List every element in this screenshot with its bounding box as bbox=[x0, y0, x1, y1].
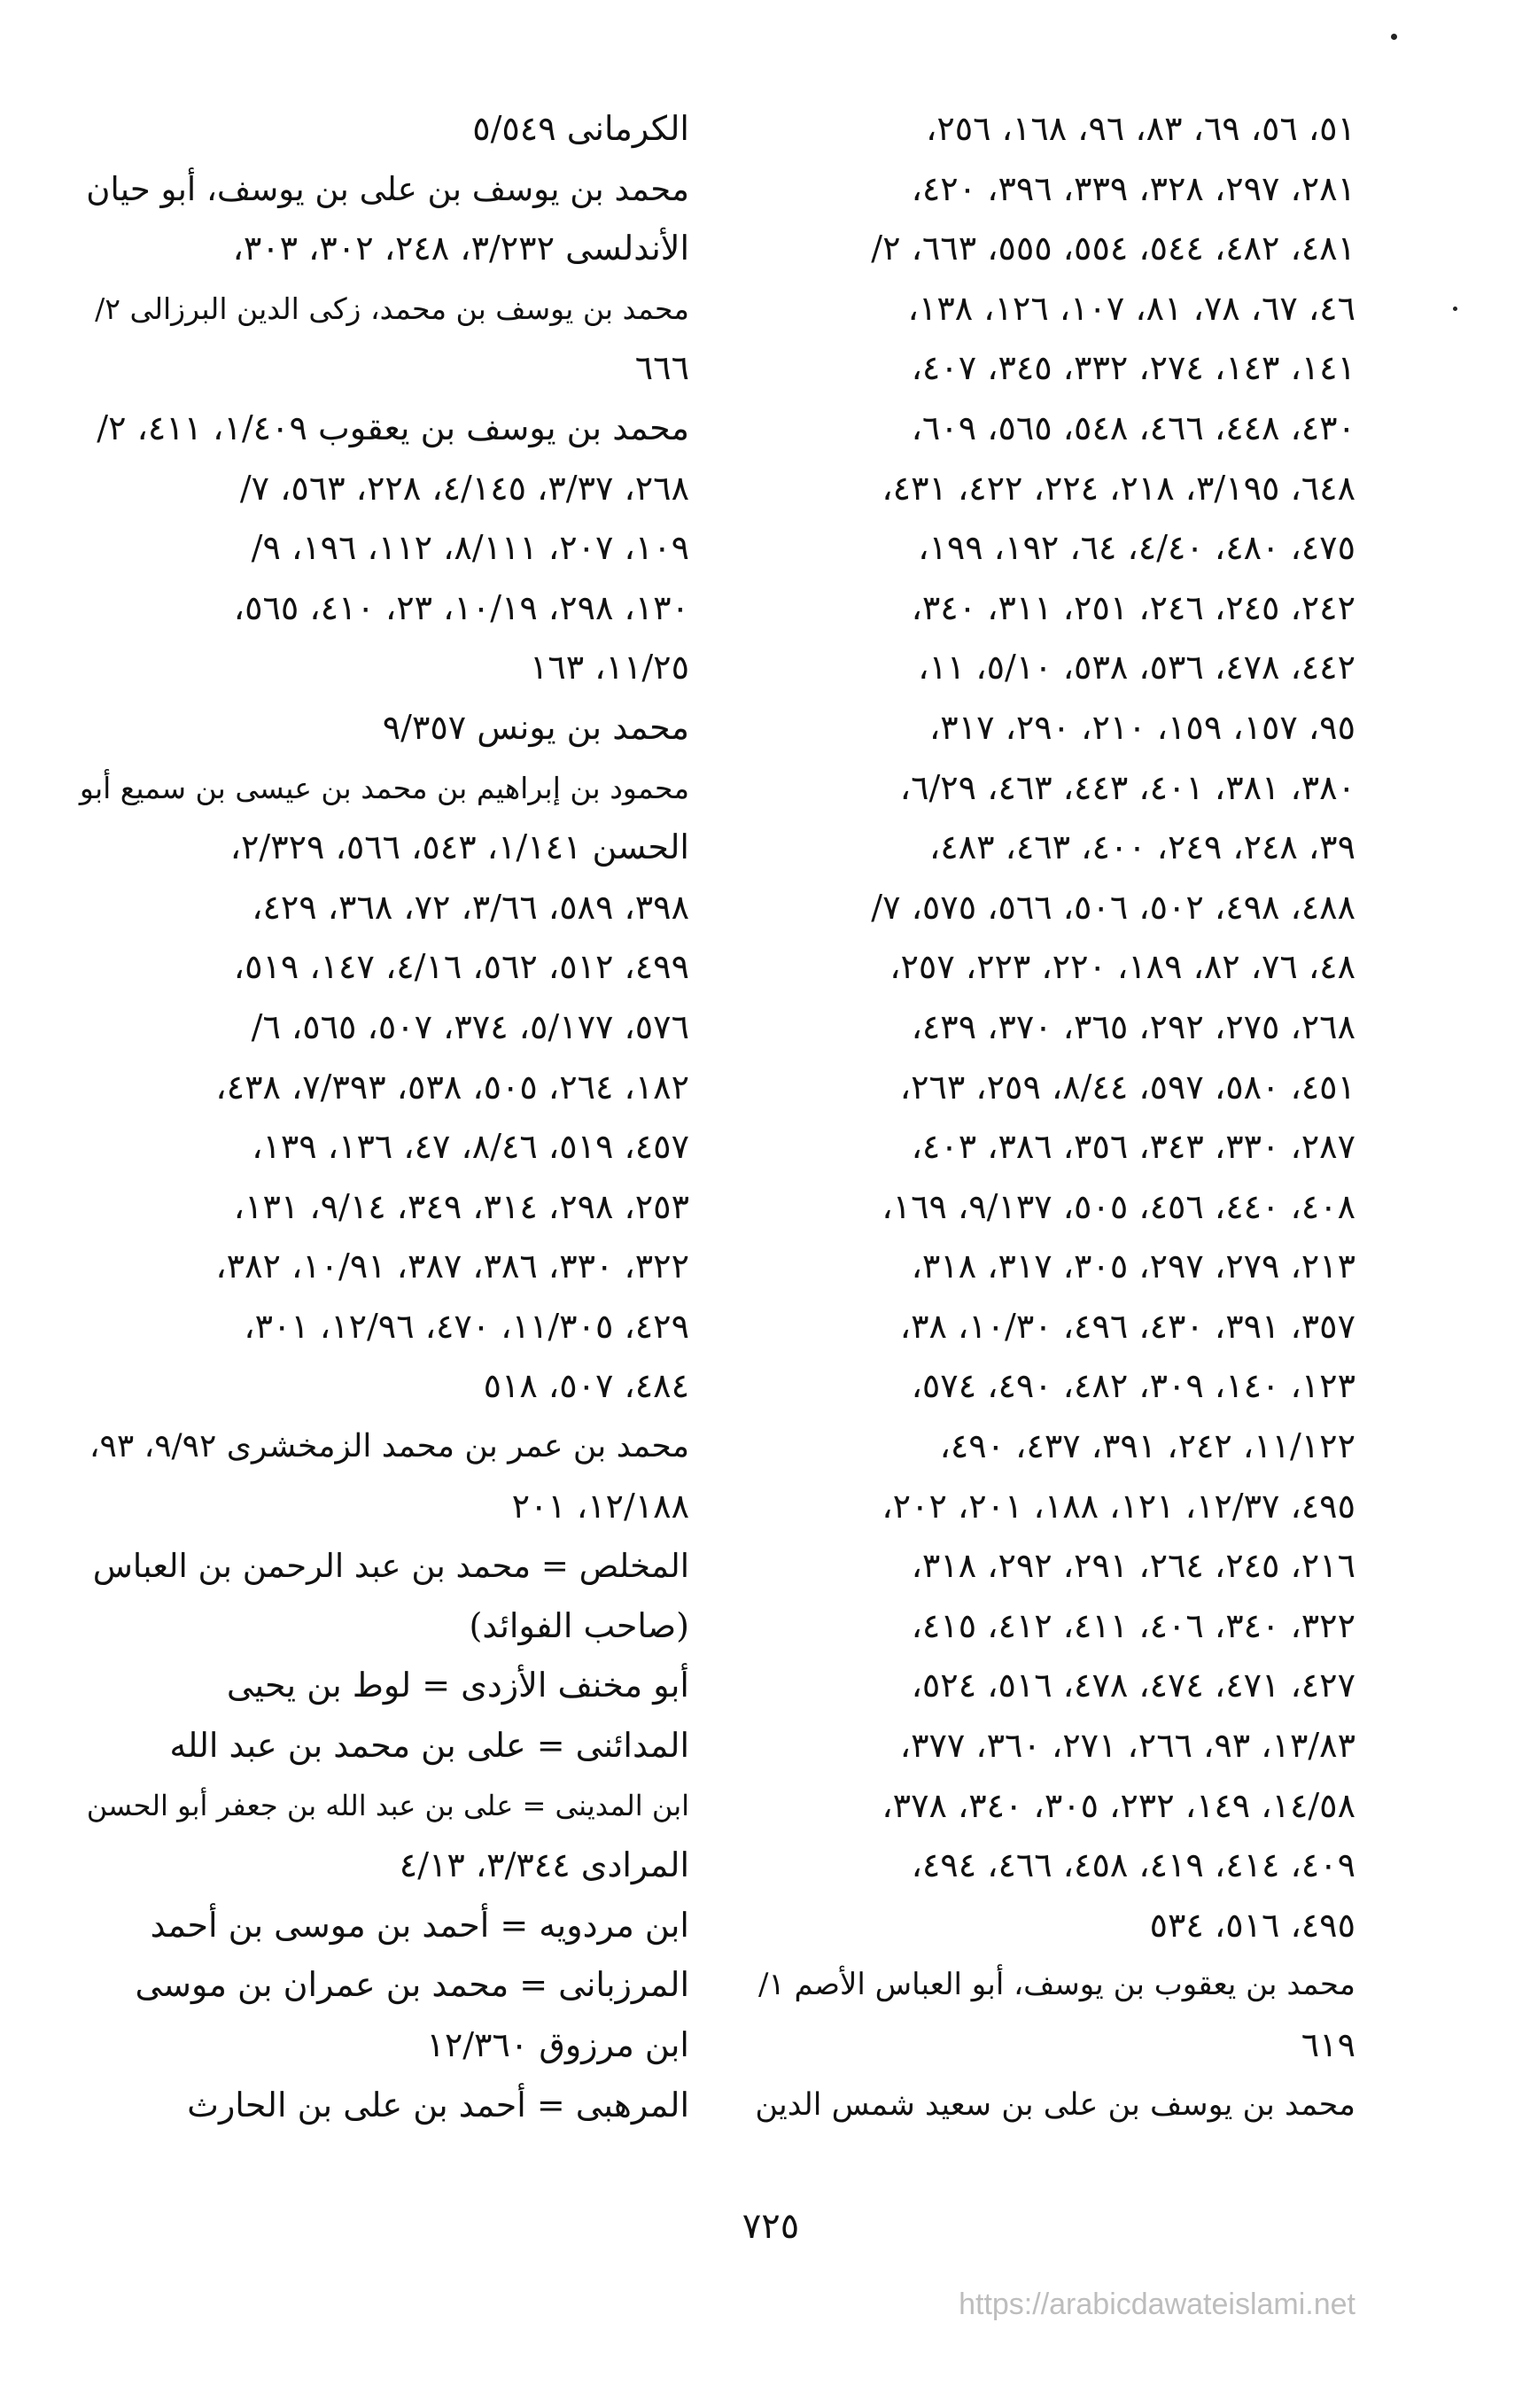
index-entry-line: ٦٤٨، ٣/١٩٥، ٢١٨، ٢٢٤، ٤٢٢، ٤٣١، bbox=[882, 468, 1355, 508]
index-entry-line: المخلص = محمد بن عبد الرحمن بن العباس bbox=[92, 1547, 689, 1586]
index-entry-line: ٤٨٤، ٥٠٧، ٥١٨ bbox=[483, 1366, 689, 1406]
index-entry-line: ١١/٢٥، ١٦٣ bbox=[529, 648, 689, 687]
watermark-url: https://arabicdawateislami.net bbox=[959, 2288, 1355, 2321]
index-entry-line: ٤٧٥، ٤٨٠، ٤/٤٠، ٦٤، ١٩٢، ١٩٩، bbox=[918, 528, 1355, 568]
index-entry-line: ٤٩٥، ٥١٦، ٥٣٤ bbox=[1149, 1905, 1355, 1945]
index-entry-line: ابن مردويه = أحمد بن موسى بن أحمد bbox=[150, 1905, 689, 1945]
index-entry-line: الكرمانى ٥/٥٤٩ bbox=[472, 109, 689, 148]
index-entry-line: ٦٦٦ bbox=[634, 348, 689, 388]
index-entry-line: ٩٥، ١٥٧، ١٥٩، ٢١٠، ٢٩٠، ٣١٧، bbox=[929, 707, 1355, 747]
index-entry-line: ٤٨٨، ٤٩٨، ٥٠٢، ٥٠٦، ٥٦٦، ٥٧٥، ٧/ bbox=[871, 887, 1355, 927]
index-entry-line: ١٤١، ١٤٣، ٢٧٤، ٣٣٢، ٣٤٥، ٤٠٧، bbox=[911, 348, 1355, 388]
index-entry-line: محمد بن يونس ٩/٣٥٧ bbox=[382, 707, 689, 747]
index-entry-line: ٢٥٣، ٢٩٨، ٣١٤، ٣٤٩، ٩/١٤، ١٣١، bbox=[233, 1186, 689, 1226]
index-entry-line: ٣٥٧، ٣٩١، ٤٣٠، ٤٩٦، ١٠/٣٠، ٣٨، bbox=[899, 1306, 1355, 1346]
index-entry-line: ١٤/٥٨، ١٤٩، ٢٣٢، ٣٠٥، ٣٤٠، ٣٧٨، bbox=[882, 1785, 1355, 1825]
index-entry-line: محمد بن يوسف بن يعقوب ١/٤٠٩، ٤١١، ٢/ bbox=[97, 408, 689, 447]
index-entry-line: ابن المدينى = على بن عبد الله بن جعفر أبو الحسن bbox=[86, 1788, 689, 1822]
index-entry-line: ٤٢٩، ١١/٣٠٥، ٤٧٠، ١٢/٩٦، ٣٠١، bbox=[244, 1306, 689, 1346]
index-entry-line: محمد بن عمر بن محمد الزمخشرى ٩/٩٢، ٩٣، bbox=[89, 1428, 689, 1465]
index-entry-line: (صاحب الفوائد) bbox=[469, 1605, 689, 1645]
index-entry-line: ٤٨، ٧٦، ٨٢، ١٨٩، ٢٢٠، ٢٢٣، ٢٥٧، bbox=[889, 947, 1355, 987]
index-entry-line: الأندلسى ٣/٢٣٢، ٢٤٨، ٣٠٢، ٣٠٣، bbox=[232, 229, 689, 268]
index-entry-line: المرزبانى = محمد بن عمران بن موسى bbox=[135, 1965, 689, 2005]
index-entry-line: ٣٢٢، ٣٤٠، ٤٠٦، ٤١١، ٤١٢، ٤١٥، bbox=[911, 1605, 1355, 1645]
index-entry-line: ٤٣٠، ٤٤٨، ٤٦٦، ٥٤٨، ٥٦٥، ٦٠٩، bbox=[911, 408, 1355, 447]
index-entry-line: ١٣٠، ٢٩٨، ١٠/١٩، ٢٣، ٤١٠، ٥٦٥، bbox=[233, 587, 689, 627]
index-entry-line: ٢٦٨، ٣/٣٧، ٤/١٤٥، ٢٢٨، ٥٦٣، ٧/ bbox=[239, 468, 689, 508]
page-number: ٧٢٥ bbox=[742, 2206, 800, 2247]
index-entry-line: أبو مخنف الأزدى = لوط بن يحيى bbox=[226, 1666, 689, 1705]
index-entry-line: ٤٥١، ٥٨٠، ٥٩٧، ٨/٤٤، ٢٥٩، ٢٦٣، bbox=[899, 1067, 1355, 1107]
index-entry-line: محمد بن يوسف بن على بن يوسف، أبو حيان bbox=[86, 169, 689, 208]
index-entry-line: ٤٩٩، ٥١٢، ٥٦٢، ٤/١٦، ١٤٧، ٥١٩، bbox=[233, 947, 689, 987]
index-entry-line: محمد بن يوسف بن محمد، زكى الدين البرزالى ٢/ bbox=[95, 291, 689, 326]
index-entry-line: ٣٢٢، ٣٣٠، ٣٨٦، ٣٨٧، ١٠/٩١، ٣٨٢، bbox=[215, 1247, 689, 1286]
index-entry-line: ١٢/١٨٨، ٢٠١ bbox=[511, 1486, 689, 1526]
print-speck-top bbox=[1391, 34, 1397, 40]
index-entry-line: المدائنى = على بن محمد بن عبد الله bbox=[169, 1726, 689, 1766]
index-entry-line: ١٨٢، ٢٦٤، ٥٠٥، ٥٣٨، ٧/٣٩٣، ٤٣٨، bbox=[215, 1067, 689, 1107]
index-entry-line: ١٣/٨٣، ٩٣، ٢٦٦، ٢٧١، ٣٦٠، ٣٧٧، bbox=[899, 1726, 1355, 1766]
index-entry-line: المرهبى = أحمد بن على بن الحارث bbox=[187, 2085, 689, 2124]
index-entry-line: ٤٥٧، ٥١٩، ٨/٤٦، ٤٧، ١٣٦، ١٣٩، bbox=[252, 1127, 689, 1167]
index-entry-line: ٢٦٨، ٢٧٥، ٢٩٢، ٣٦٥، ٣٧٠، ٤٣٩، bbox=[911, 1006, 1355, 1046]
index-entry-line: ١٢٣، ١٤٠، ٣٠٩، ٤٨٢، ٤٩٠، ٥٧٤، bbox=[911, 1366, 1355, 1406]
index-entry-line: ٢١٦، ٢٤٥، ٢٦٤، ٢٩١، ٢٩٢، ٣١٨، bbox=[911, 1546, 1355, 1586]
index-entry-line: ٣٩٨، ٥٨٩، ٣/٦٦، ٧٢، ٣٦٨، ٤٢٩، bbox=[252, 887, 689, 927]
index-entry-line: ٦١٩ bbox=[1301, 2025, 1355, 2064]
index-entry-line: ٥٧٦، ٥/١٧٧، ٣٧٤، ٥٠٧، ٥٦٥، ٦/ bbox=[251, 1006, 689, 1046]
index-entry-line: ٤٠٨، ٤٤٠، ٤٥٦، ٥٠٥، ٩/١٣٧، ١٦٩، bbox=[882, 1186, 1355, 1226]
index-entry-line: ٤٢٧، ٤٧١، ٤٧٤، ٤٧٨، ٥١٦، ٥٢٤، bbox=[911, 1666, 1355, 1705]
print-speck-mid bbox=[1453, 307, 1457, 311]
index-entry-line: ١٠٩، ٢٠٧، ٨/١١١، ١١٢، ١٩٦، ٩/ bbox=[251, 528, 689, 568]
index-entry-line: ٥١، ٥٦، ٦٩، ٨٣، ٩٦، ١٦٨، ٢٥٦، bbox=[926, 109, 1355, 148]
index-entry-line: محمد بن يوسف بن على بن سعيد شمس الدين bbox=[755, 2086, 1355, 2123]
index-entry-line: ٤٩٥، ١٢/٣٧، ١٢١، ١٨٨، ٢٠١، ٢٠٢، bbox=[882, 1486, 1355, 1526]
index-entry-line: محمد بن يعقوب بن يوسف، أبو العباس الأصم ١/ bbox=[757, 1967, 1355, 2003]
index-entry-line: ٣٩، ٢٤٨، ٢٤٩، ٤٠٠، ٤٦٣، ٤٨٣، bbox=[929, 827, 1355, 867]
index-entry-line: ابن مرزوق ١٢/٣٦٠ bbox=[426, 2025, 689, 2064]
index-entry-line: ٤٠٩، ٤١٤، ٤١٩، ٤٥٨، ٤٦٦، ٤٩٤، bbox=[911, 1845, 1355, 1885]
index-entry-line: ٤٨١، ٤٨٢، ٥٤٤، ٥٥٤، ٥٥٥، ٦٦٣، ٢/ bbox=[871, 229, 1355, 268]
index-column-left bbox=[78, 99, 689, 2135]
index-entry-line: ٢٨٧، ٣٣٠، ٣٤٣، ٣٥٦، ٣٨٦، ٤٠٣، bbox=[911, 1127, 1355, 1167]
index-entry-line: ٢٤٢، ٢٤٥، ٢٤٦، ٢٥١، ٣١١، ٣٤٠، bbox=[911, 587, 1355, 627]
index-entry-line: ١١/١٢٢، ٢٤٢، ٣٩١، ٤٣٧، ٤٩٠، bbox=[939, 1426, 1355, 1466]
index-entry-line: محمود بن إبراهيم بن محمد بن عيسى بن سميع أبو bbox=[79, 770, 689, 805]
index-entry-line: ٢١٣، ٢٧٩، ٢٩٧، ٣٠٥، ٣١٧، ٣١٨، bbox=[911, 1247, 1355, 1286]
index-entry-line: المرادى ٣/٣٤٤، ٤/١٣ bbox=[399, 1845, 689, 1885]
index-column-right bbox=[744, 99, 1355, 2135]
index-entry-line: ٣٨٠، ٣٨١، ٤٠١، ٤٤٣، ٤٦٣، ٦/٢٩، bbox=[899, 767, 1355, 807]
index-entry-line: الحسن ١/١٤١، ٥٤٣، ٥٦٦، ٢/٣٢٩، bbox=[229, 827, 689, 867]
index-entry-line: ٢٨١، ٢٩٧، ٣٢٨، ٣٣٩، ٣٩٦، ٤٢٠، bbox=[911, 168, 1355, 208]
index-entry-line: ٤٤٢، ٤٧٨، ٥٣٦، ٥٣٨، ٥/١٠، ١١، bbox=[918, 648, 1355, 687]
index-entry-line: ٤٦، ٦٧، ٧٨، ٨١، ١٠٧، ١٢٦، ١٣٨، bbox=[907, 288, 1355, 328]
